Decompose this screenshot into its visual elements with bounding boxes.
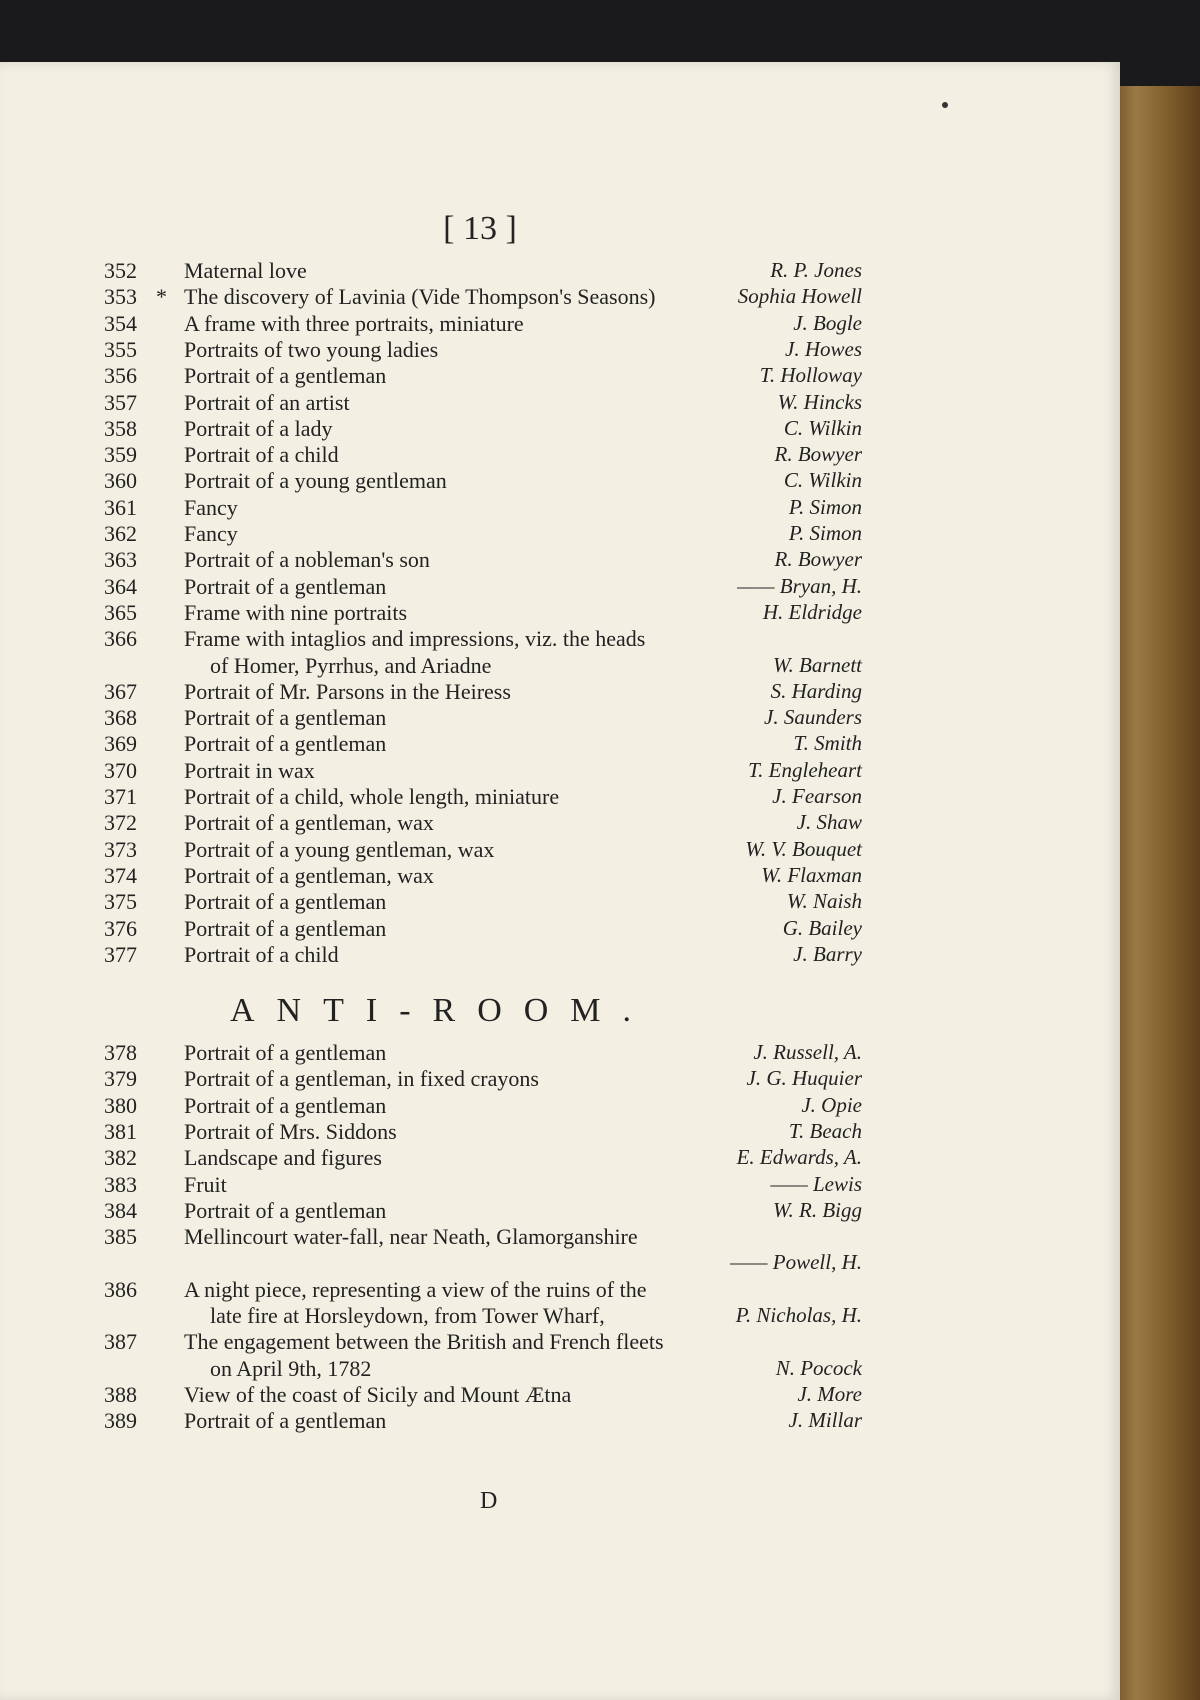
entry-title: A frame with three portraits, miniature <box>184 310 524 336</box>
entry-number: 356 <box>104 363 137 389</box>
catalogue-entry <box>0 574 1120 601</box>
catalogue-entry <box>0 705 1120 732</box>
entry-number: 362 <box>104 521 137 546</box>
entry-title: Frame with intaglios and impressions, viz. the heads <box>184 626 646 652</box>
entry-title: Portrait of a gentleman <box>184 1197 387 1223</box>
entry-title: Portrait of a gentleman <box>184 573 387 599</box>
catalogue-entry <box>0 942 1120 969</box>
entry-artist: P. Nicholas, H. <box>735 1303 862 1327</box>
entry-title: Portrait of a gentleman, in fixed crayons <box>184 1066 539 1092</box>
entry-number: 361 <box>104 494 137 520</box>
catalogue-entry <box>0 1145 1120 1172</box>
entry-artist: N. Pocock <box>775 1355 862 1380</box>
catalogue-entry <box>0 337 1120 364</box>
entry-title: The engagement between the British and French fleets <box>184 1329 664 1355</box>
entry-number: 368 <box>104 705 137 731</box>
entry-number: 389 <box>104 1408 137 1434</box>
entry-artist: C. Wilkin <box>783 468 862 493</box>
entry-title: Portrait of an artist <box>184 389 350 415</box>
catalogue-entry <box>0 1382 1120 1409</box>
catalogue-entry <box>0 547 1120 574</box>
catalogue-entry <box>0 1224 1120 1251</box>
catalogue-entry <box>0 1119 1120 1146</box>
signature-mark: D <box>480 1488 498 1514</box>
entry-artist: S. Harding <box>770 678 862 703</box>
entry-number: 354 <box>104 310 137 336</box>
entry-artist: T. Smith <box>793 731 862 756</box>
catalogue-entry <box>0 916 1120 943</box>
entry-artist: W. R. Bigg <box>772 1197 862 1222</box>
catalogue-entry <box>0 600 1120 627</box>
entry-title: Portrait of Mr. Parsons in the Heiress <box>184 678 511 704</box>
entry-artist: P. Simon <box>788 521 862 545</box>
entry-artist: J. Shaw <box>796 810 862 835</box>
entry-number: 374 <box>104 862 137 888</box>
entry-artist: —— Bryan, H. <box>737 573 862 598</box>
entry-number: 371 <box>104 784 137 809</box>
entry-artist: P. Simon <box>788 494 862 519</box>
catalogue-entry <box>0 1356 1120 1383</box>
entry-title: Portrait of a gentleman, wax <box>184 810 434 836</box>
entry-number: 383 <box>104 1171 137 1197</box>
book-page <box>0 62 1120 1700</box>
entry-title: View of the coast of Sicily and Mount Ætna <box>184 1381 572 1407</box>
entry-number: 353 <box>104 284 137 310</box>
entry-number: 352 <box>104 258 137 283</box>
entry-title: Portrait of a nobleman's son <box>184 547 430 573</box>
book-spine <box>1108 86 1200 1700</box>
catalogue-entry <box>0 258 1120 285</box>
entry-artist: R. Bowyer <box>774 442 862 467</box>
entry-number: 382 <box>104 1145 137 1171</box>
catalogue-entry <box>0 311 1120 338</box>
entry-artist: W. V. Bouquet <box>745 836 862 861</box>
section-heading: ANTI-ROOM. <box>230 992 654 1029</box>
entry-title: Portraits of two young ladies <box>184 336 439 362</box>
entry-number: 355 <box>104 336 137 362</box>
page-number: [ 13 ] <box>443 210 517 247</box>
entry-artist: R. Bowyer <box>774 547 862 572</box>
catalogue-entry <box>0 626 1120 653</box>
catalogue-entry <box>0 653 1120 680</box>
entry-number: 375 <box>104 889 137 915</box>
entry-artist: T. Holloway <box>759 363 862 388</box>
catalogue-entry <box>0 810 1120 837</box>
entry-artist: C. Wilkin <box>783 415 862 440</box>
entry-artist: J. Opie <box>801 1092 862 1117</box>
entry-number: 376 <box>104 915 137 941</box>
catalogue-entry <box>0 1277 1120 1304</box>
entry-artist: J. Saunders <box>764 705 862 730</box>
catalogue-entry <box>0 390 1120 417</box>
entry-artist: W. Flaxman <box>761 862 862 887</box>
catalogue-entry <box>0 889 1120 916</box>
catalogue-entry <box>0 1040 1120 1067</box>
catalogue-entry <box>0 1408 1120 1435</box>
entry-star: * <box>156 284 167 310</box>
entry-title: Portrait in wax <box>184 757 315 783</box>
entry-number: 372 <box>104 810 137 836</box>
entry-title: Portrait of a gentleman, wax <box>184 862 434 888</box>
entry-title: late fire at Horsleydown, from Tower Wharf, <box>210 1303 605 1328</box>
entry-title: Portrait of a gentleman <box>184 915 387 941</box>
entry-artist: W. Barnett <box>772 652 862 677</box>
catalogue-entry <box>0 1093 1120 1120</box>
entry-artist: J. Fearson <box>772 784 862 808</box>
entry-number: 363 <box>104 547 137 573</box>
entry-number: 359 <box>104 442 137 468</box>
catalogue-entry <box>0 416 1120 443</box>
entry-title: Landscape and figures <box>184 1145 382 1171</box>
entry-number: 358 <box>104 415 137 441</box>
entry-artist: W. Hincks <box>777 389 862 414</box>
entry-number: 357 <box>104 389 137 415</box>
entry-artist: —— Lewis <box>770 1171 862 1196</box>
entry-artist: —— Powell, H. <box>730 1250 862 1275</box>
entry-artist: T. Beach <box>788 1118 862 1143</box>
entry-number: 360 <box>104 468 137 494</box>
entry-title: Portrait of a lady <box>184 415 333 441</box>
entry-artist: J. Russell, A. <box>753 1040 862 1064</box>
entry-artist: J. Barry <box>793 941 862 966</box>
entry-title: A night piece, representing a view of the ruins of the <box>184 1276 647 1302</box>
entry-artist: J. Millar <box>788 1408 862 1433</box>
entry-title: Portrait of a gentleman <box>184 1040 387 1065</box>
entry-title: Portrait of a gentleman <box>184 889 387 915</box>
catalogue-entry <box>0 363 1120 390</box>
speck <box>942 102 948 108</box>
entry-number: 379 <box>104 1066 137 1092</box>
entry-title: Frame with nine portraits <box>184 599 408 625</box>
entry-number: 380 <box>104 1092 137 1118</box>
catalogue-entry <box>0 1303 1120 1330</box>
catalogue-entry <box>0 784 1120 811</box>
catalogue-entry <box>0 521 1120 548</box>
entry-artist: W. Naish <box>786 889 862 914</box>
entry-artist: E. Edwards, A. <box>736 1145 862 1170</box>
entry-title: The discovery of Lavinia (Vide Thompson's Seasons) <box>184 284 656 310</box>
entry-title: Fruit <box>184 1171 227 1197</box>
entry-number: 381 <box>104 1118 137 1144</box>
entry-number: 366 <box>104 626 137 652</box>
catalogue-entry <box>0 758 1120 785</box>
entry-title: Portrait of a young gentleman <box>184 468 447 494</box>
catalogue-entry <box>0 284 1120 311</box>
entry-title: Fancy <box>184 494 238 520</box>
entry-title: Maternal love <box>184 258 307 283</box>
entry-number: 365 <box>104 599 137 625</box>
entry-title: Portrait of a child <box>184 941 339 967</box>
catalogue-entry <box>0 1250 1120 1277</box>
catalogue-entry <box>0 1198 1120 1225</box>
catalogue-entry <box>0 837 1120 864</box>
entry-artist: J. More <box>797 1381 862 1406</box>
entry-title: Portrait of a child, whole length, miniature <box>184 784 560 809</box>
entry-number: 386 <box>104 1276 137 1302</box>
catalogue-entry <box>0 1066 1120 1093</box>
entry-number: 370 <box>104 757 137 783</box>
catalogue-entry <box>0 495 1120 522</box>
catalogue-entry <box>0 679 1120 706</box>
entry-title: Mellincourt water-fall, near Neath, Glamorganshire <box>184 1224 638 1250</box>
entry-number: 385 <box>104 1224 137 1250</box>
catalogue-entry <box>0 863 1120 890</box>
entry-number: 377 <box>104 941 137 967</box>
entry-title: of Homer, Pyrrhus, and Ariadne <box>210 652 492 678</box>
entry-artist: R. P. Jones <box>770 258 862 282</box>
catalogue-entry <box>0 468 1120 495</box>
entry-number: 384 <box>104 1197 137 1223</box>
catalogue-entry <box>0 731 1120 758</box>
entry-title: Portrait of a gentleman <box>184 705 387 731</box>
entry-number: 378 <box>104 1040 137 1065</box>
entry-artist: Sophia Howell <box>737 284 862 309</box>
entry-artist: G. Bailey <box>782 915 862 940</box>
entry-artist: J. Bogle <box>793 310 862 335</box>
entry-title: Portrait of Mrs. Siddons <box>184 1118 397 1144</box>
entry-artist: H. Eldridge <box>762 599 862 624</box>
entry-number: 367 <box>104 678 137 704</box>
entry-number: 364 <box>104 573 137 599</box>
entry-title: on April 9th, 1782 <box>210 1355 372 1381</box>
entry-artist: J. Howes <box>785 336 862 361</box>
entry-title: Fancy <box>184 521 238 546</box>
page-content <box>0 62 1120 1700</box>
catalogue-entry <box>0 442 1120 469</box>
entry-title: Portrait of a gentleman <box>184 731 387 757</box>
entry-number: 387 <box>104 1329 137 1355</box>
catalogue-entry <box>0 1172 1120 1199</box>
entry-title: Portrait of a child <box>184 442 339 468</box>
entry-number: 369 <box>104 731 137 757</box>
entry-title: Portrait of a gentleman <box>184 1092 387 1118</box>
catalogue-entry <box>0 1329 1120 1356</box>
entry-title: Portrait of a young gentleman, wax <box>184 836 495 862</box>
entry-artist: T. Engleheart <box>748 757 862 782</box>
entry-title: Portrait of a gentleman <box>184 1408 387 1434</box>
entry-number: 373 <box>104 836 137 862</box>
entry-number: 388 <box>104 1381 137 1407</box>
entry-artist: J. G. Huquier <box>746 1066 862 1091</box>
entry-title: Portrait of a gentleman <box>184 363 387 389</box>
